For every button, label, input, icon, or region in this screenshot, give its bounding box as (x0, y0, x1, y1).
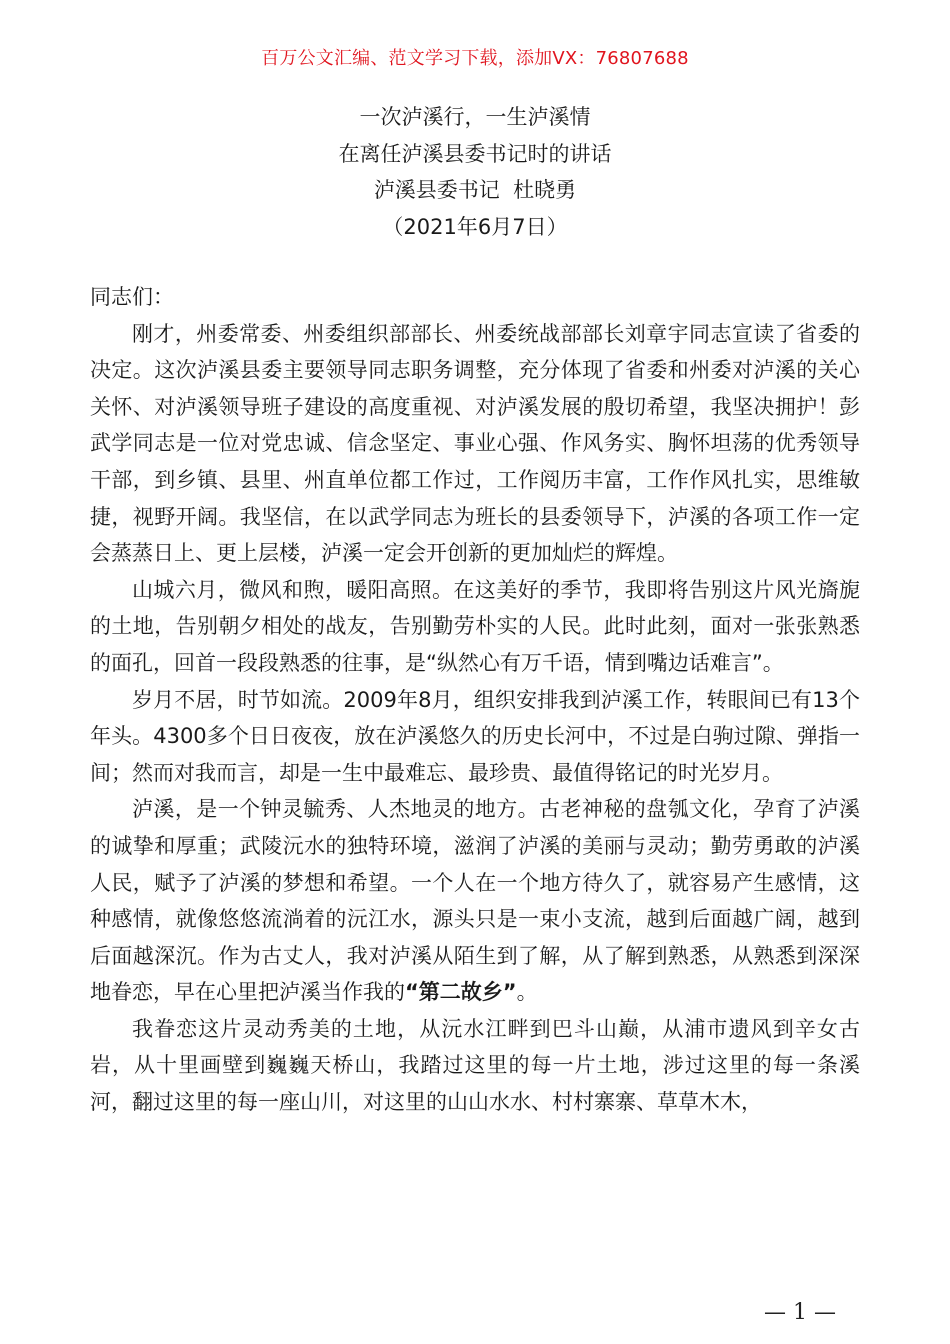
paragraph-4 (90, 791, 860, 1011)
document-title: 一次泸溪行，一生泸溪情 (359, 105, 591, 129)
document-subtitle: 在离任泸溪县委书记时的讲话 (338, 141, 612, 166)
page-number: — 1 — (764, 1300, 836, 1325)
date-line: （2021年6月7日） (382, 214, 568, 239)
paragraph-4-end: 。 (516, 980, 538, 1005)
document-body (90, 279, 860, 1121)
paragraph-5: 我眷恋这片灵动秀美的土地，从沅水江畔到巴斗山巅，从浦市遗风到辛女古岩，从十里画壁到巍巍天桥山，我踏过这里的每一片土地，涉过这里的每一条溪河，翻过这里的每一座山川，对这里的山山水水、村村寨寨、草草木木， (90, 1016, 860, 1115)
paragraph-4-text: 泸溪，是一个钟灵毓秀、人杰地灵的地方。古老神秘的盘瓠文化，孕育了泸溪的诚挚和厚重；武陵沅水的独特环境，滋润了泸溪的美丽与灵动；勤劳勇敢的泸溪人民，赋予了泸溪的梦想和希望。一个人在一个地方待久了，就容易产生感情，这种感情，就像悠悠流淌着的沅江水，源头只是一束小支流，越到后面越广阔，越到后面越深沉。作为古丈人，我对泸溪从陌生到了解，从了解到熟悉，从熟悉到深深地眷恋，早在心里把泸溪当作我的 (90, 797, 860, 1005)
title-block (0, 99, 950, 245)
emphasis-second-hometown: “第二故乡” (405, 980, 517, 1005)
author-line: 泸溪县委书记 杜晓勇 (373, 178, 577, 202)
paragraph-3: 岁月不居，时节如流。2009年8月，组织安排我到泸溪工作，转眼间已有13个年头。4300多个日日夜夜，放在泸溪悠久的历史长河中，不过是白驹过隙、弹指一间；然而对我而言，却是一生中最难忘、最珍贵、最值得铭记的时光岁月。 (90, 687, 860, 785)
watermark-banner: 百万公文汇编、范文学习下载，添加VX：76807688 (261, 48, 689, 69)
paragraph-2: 山城六月，微风和煦，暖阳高照。在这美好的季节，我即将告别这片风光旖旎的土地，告别朝夕相处的战友，告别勤劳朴实的人民。此时此刻，面对一张张熟悉的面孔，回首一段段熟悉的往事，是“纵然心有万千语，情到嘴边话难言”。 (90, 577, 860, 675)
salutation: 同志们： (90, 285, 174, 309)
paragraph-1: 刚才，州委常委、州委组织部部长、州委统战部部长刘章宇同志宣读了省委的决定。这次泸溪县委主要领导同志职务调整，充分体现了省委和州委对泸溪的关心关怀、对泸溪领导班子建设的高度重视、对泸溪发展的殷切希望，我坚决拥护！彭武学同志是一位对党忠诚、信念坚定、事业心强、作风务实、胸怀坦荡的优秀领导干部，到乡镇、县里、州直单位都工作过，工作阅历丰富，工作作风扎实，思维敏捷，视野开阔。我坚信，在以武学同志为班长的县委领导下，泸溪的各项工作一定会蒸蒸日上、更上层楼，泸溪一定会开创新的更加灿烂的辉煌。 (90, 321, 860, 566)
